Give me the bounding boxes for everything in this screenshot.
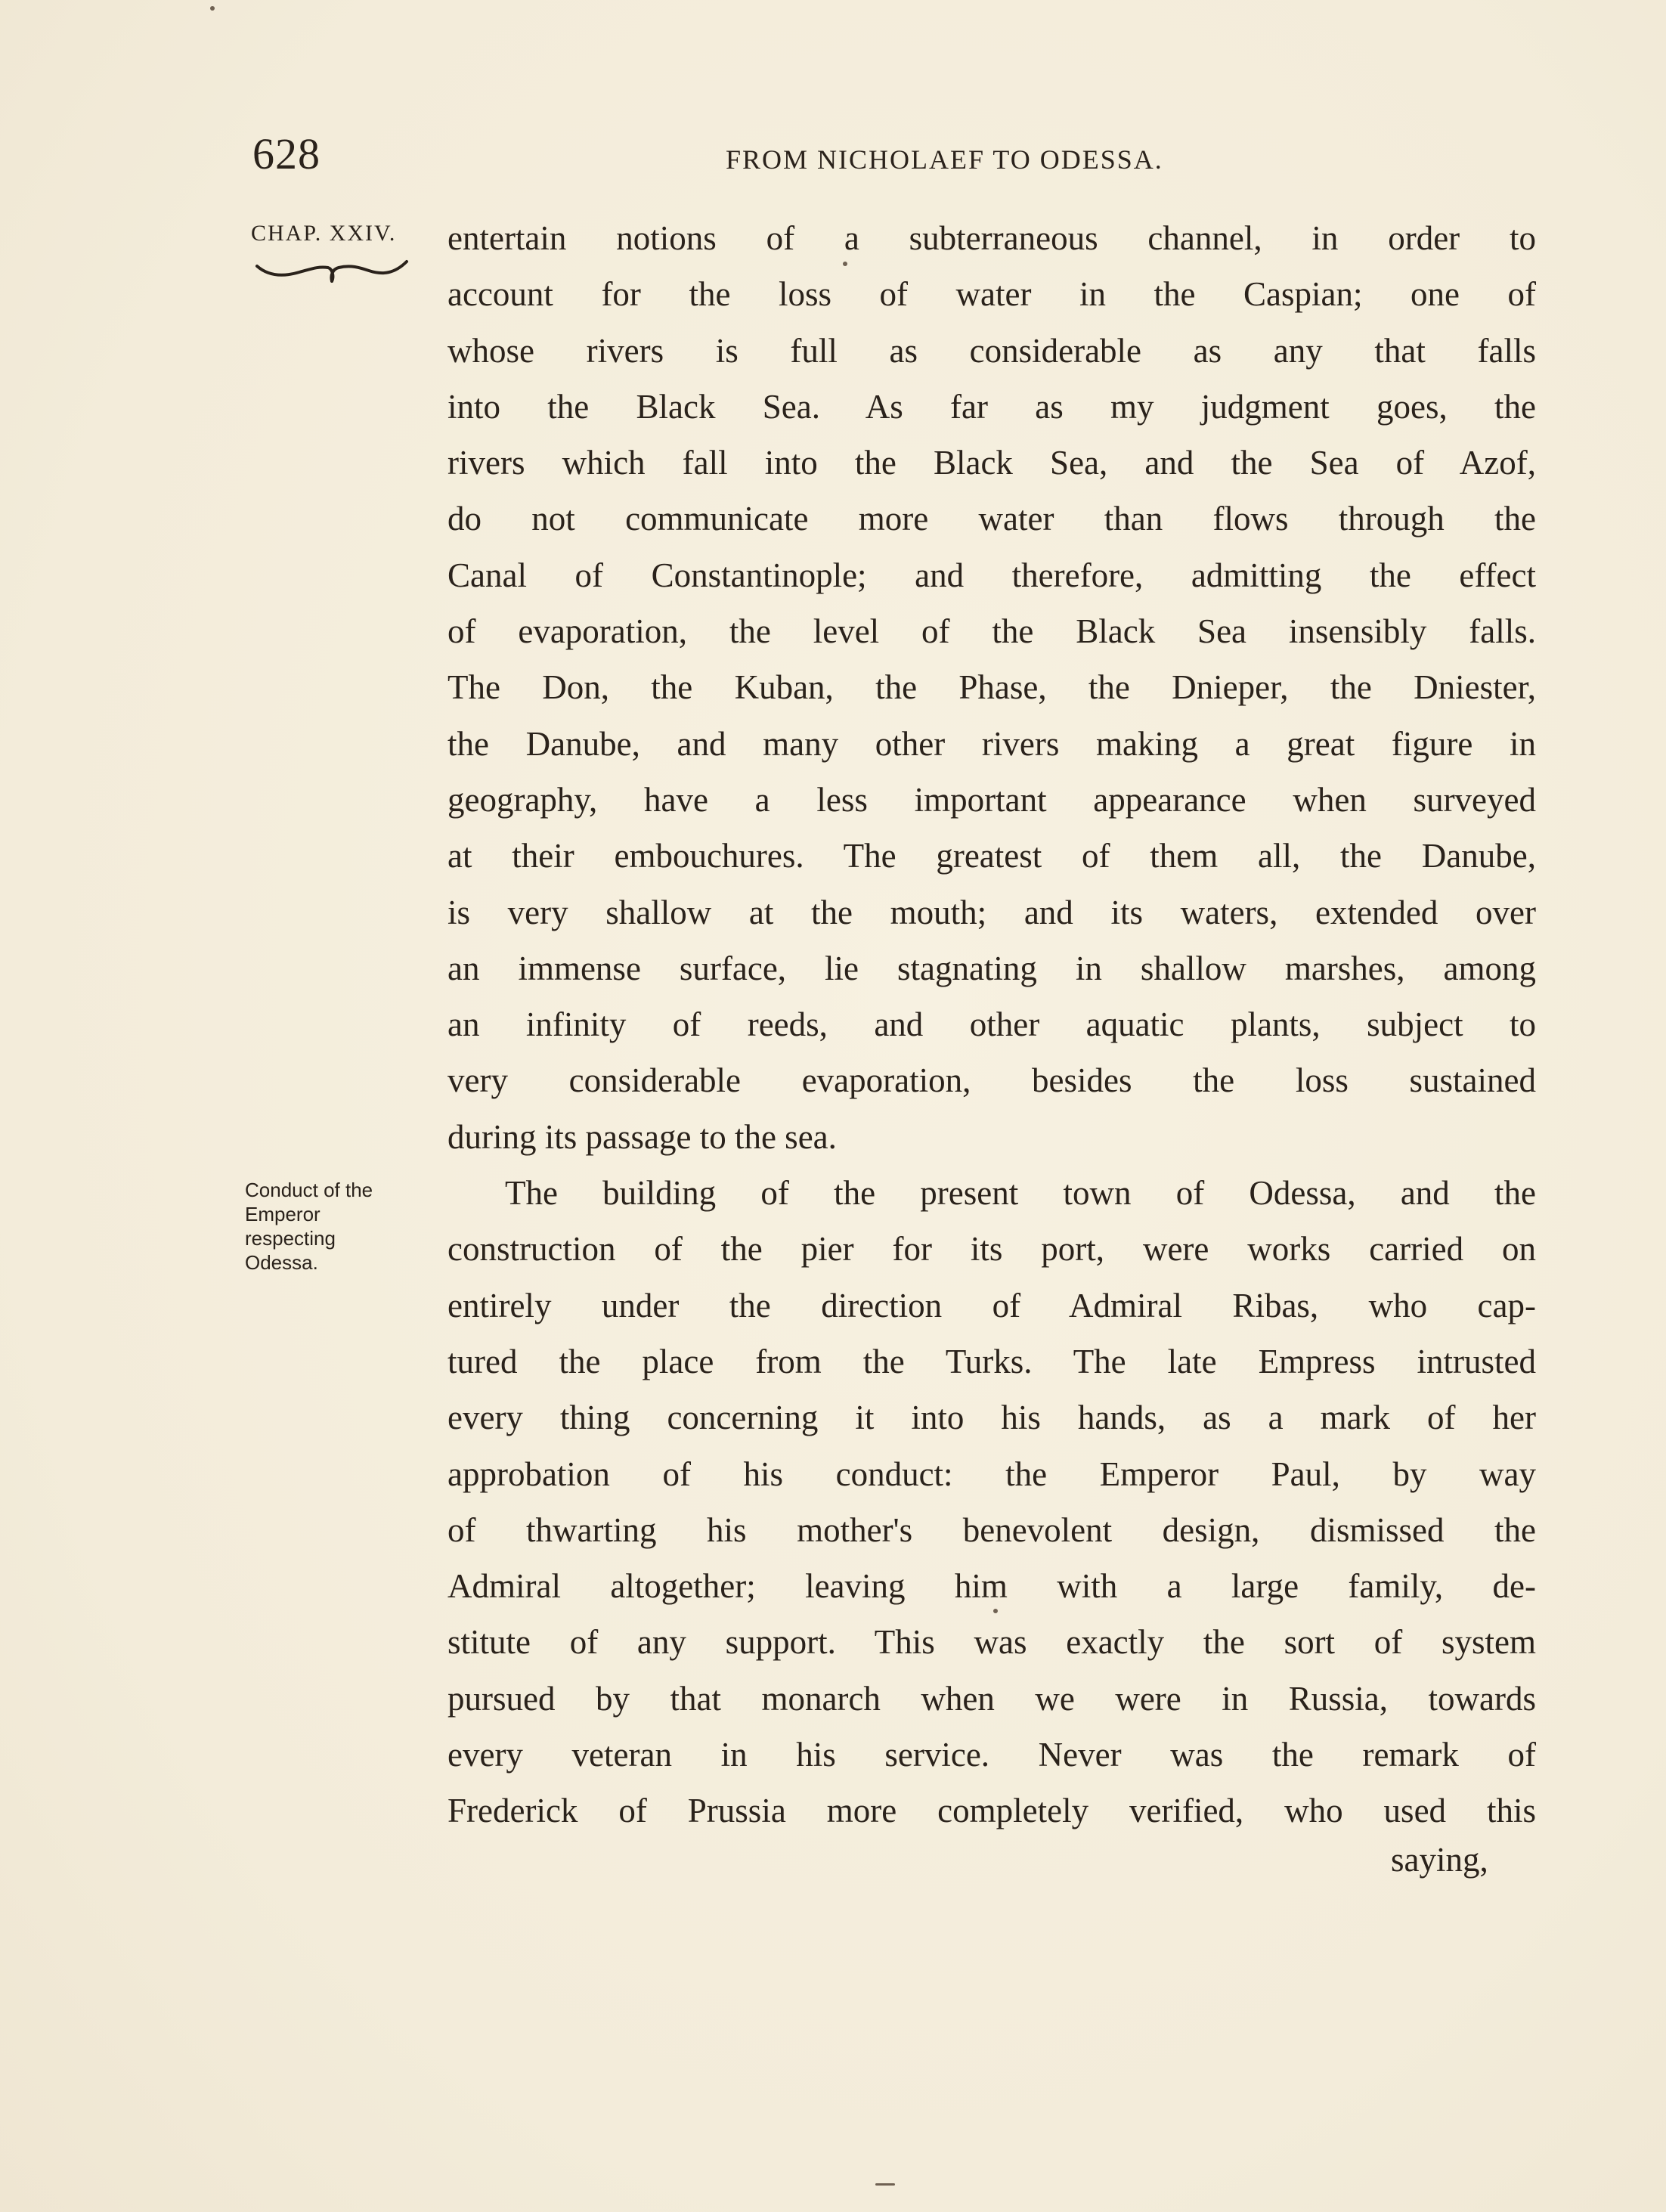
paper-speck bbox=[875, 2183, 895, 2186]
catchword: saying, bbox=[1391, 1841, 1488, 1879]
text-line: during its passage to the sea. bbox=[447, 1117, 837, 1156]
margin-note-line: Emperor bbox=[245, 1203, 321, 1225]
text-line: rivers which fall into the Black Sea, and the Sea of Azof, bbox=[447, 444, 1536, 482]
text-line: geography, have a less important appearance when surveyed bbox=[447, 780, 1536, 819]
text-line: entirely under the direction of Admiral Ribas, who cap- bbox=[447, 1286, 1536, 1324]
text-line: into the Black Sea. As far as my judgment goes, the bbox=[447, 387, 1536, 426]
text-line: Admiral altogether; leaving him with a large family, de- bbox=[447, 1567, 1536, 1606]
text-line: of evaporation, the level of the Black Sea insensibly falls. bbox=[447, 612, 1536, 651]
margin-note-line: Conduct of the bbox=[245, 1179, 373, 1201]
page-number: 628 bbox=[252, 129, 321, 178]
text-line: an infinity of reeds, and other aquatic plants, subject to bbox=[447, 1005, 1536, 1044]
text-line: do not communicate more water than flows through the bbox=[447, 500, 1536, 538]
text-line: The Don, the Kuban, the Phase, the Dnieper, the Dniester, bbox=[447, 668, 1536, 707]
text-line: is very shallow at the mouth; and its waters, extended over bbox=[447, 893, 1536, 931]
paragraph-start-line: The building of the present town of Odessa, and the bbox=[505, 1174, 1536, 1213]
text-line: tured the place from the Turks. The late Empress intrusted bbox=[447, 1342, 1536, 1380]
text-line: whose rivers is full as considerable as any that falls bbox=[447, 331, 1536, 370]
text-line: at their embouchures. The greatest of them all, the Danube, bbox=[447, 837, 1536, 875]
text-line: Canal of Constantinople; and therefore, admitting the effect bbox=[447, 556, 1536, 594]
paper-speck bbox=[843, 262, 847, 266]
text-line: account for the loss of water in the Caspian; one of bbox=[447, 275, 1536, 314]
chapter-label: CHAP. XXIV. bbox=[251, 221, 397, 246]
text-line: every veteran in his service. Never was the remark of bbox=[447, 1736, 1536, 1774]
text-line: approbation of his conduct: the Emperor Paul, by way bbox=[447, 1455, 1536, 1493]
flourish-ornament-icon bbox=[254, 257, 410, 283]
margin-note-line: Odessa. bbox=[245, 1251, 318, 1274]
text-line: entertain notions of a subterraneous channel, in order to bbox=[447, 219, 1536, 257]
body-text bbox=[447, 210, 1536, 1839]
text-line: very considerable evaporation, besides the loss sustained bbox=[447, 1061, 1536, 1100]
paper-speck bbox=[993, 1609, 998, 1613]
margin-note bbox=[245, 1178, 426, 1275]
paper-speck bbox=[210, 6, 215, 11]
margin-note-line: respecting bbox=[245, 1227, 336, 1250]
text-line: stitute of any support. This was exactly the sort of system bbox=[447, 1623, 1536, 1662]
text-line: pursued by that monarch when we were in Russia, towards bbox=[447, 1679, 1536, 1718]
text-line: every thing concerning it into his hands, as a mark of her bbox=[447, 1399, 1536, 1437]
text-line: Frederick of Prussia more completely verified, who used this bbox=[447, 1792, 1536, 1830]
text-line: construction of the pier for its port, were works carried on bbox=[447, 1230, 1536, 1269]
text-line: an immense surface, lie stagnating in shallow marshes, among bbox=[447, 949, 1536, 987]
text-line: the Danube, and many other rivers making a great figure in bbox=[447, 724, 1536, 763]
running-head: FROM NICHOLAEF TO ODESSA. bbox=[726, 144, 1163, 175]
text-line: of thwarting his mother's benevolent design, dismissed the bbox=[447, 1510, 1536, 1549]
